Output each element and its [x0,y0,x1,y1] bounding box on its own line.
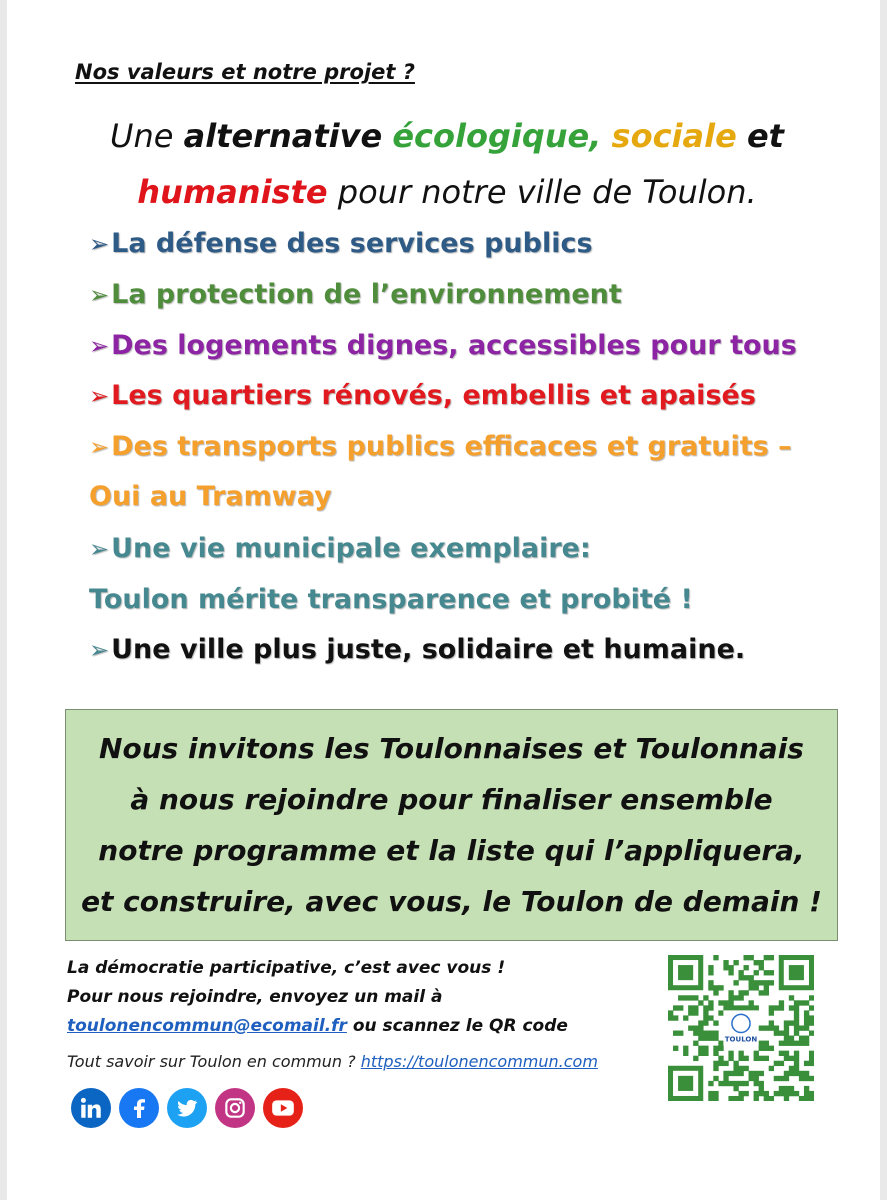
website-link[interactable]: https://toulonencommun.com [360,1052,598,1071]
qr-code [668,955,814,1101]
list-item-logements [89,330,797,361]
callout-line: et construire, avec vous, le Toulon de demain ! [81,885,822,918]
intro-space [601,117,611,155]
arrow-bullet-icon: ➢ [89,636,110,664]
footer-contact [67,1016,568,1036]
intro-alternative: alternative [183,117,383,155]
footer-participative: La démocratie participative, c’est avec vous ! [67,958,506,978]
linkedin-icon[interactable] [71,1088,111,1128]
list-item-transports [89,431,792,462]
intro-statement [67,108,827,220]
intro-sociale: sociale [611,117,737,155]
arrow-bullet-icon: ➢ [89,535,110,563]
facebook-icon[interactable] [119,1088,159,1128]
callout-line: Nous invitons les Toulonnaises et Toulonnais [99,732,804,765]
intro-space [382,117,392,155]
footer-qr-hint: ou scannez le QR code [346,1016,568,1036]
arrow-bullet-icon: ➢ [89,230,110,258]
qr-logo-text: TOULON [724,1035,758,1044]
arrow-bullet-icon: ➢ [89,281,110,309]
flyer-page [7,0,880,1200]
list-item-quartiers [89,380,756,411]
footer-join: Pour nous rejoindre, envoyez un mail à [67,987,443,1007]
section-heading: Nos valeurs et notre projet ? [75,60,415,84]
intro-space [737,117,747,155]
youtube-icon[interactable] [263,1088,303,1128]
list-item-vie-municipale [89,533,591,564]
list-item-label: Les quartiers rénovés, embellis et apaisés [111,380,756,411]
intro-ecologique: écologique, [392,117,602,155]
social-icons [71,1088,303,1128]
list-item-services-publics [89,228,593,259]
list-item-label: Une vie municipale exemplaire: [111,533,591,564]
list-item-label: Des transports publics efficaces et gratuits – [111,431,792,462]
intro-humaniste: humaniste [137,173,328,211]
arrow-bullet-icon: ➢ [89,332,110,360]
footer-website [67,1052,598,1071]
list-item-label: Une ville plus juste, solidaire et humaine. [111,634,746,665]
intro-rest: pour notre ville de Toulon. [327,173,757,211]
list-item-ville-juste [89,634,745,665]
qr-code-graphic [668,955,814,1101]
intro-text: Une [110,117,184,155]
list-item-label: La protection de l’environnement [111,279,622,310]
footer-website-label: Tout savoir sur Toulon en commun ? [67,1052,361,1071]
instagram-icon[interactable] [215,1088,255,1128]
arrow-bullet-icon: ➢ [89,433,110,461]
list-item-label: La défense des services publics [111,228,593,259]
arrow-bullet-icon: ➢ [89,382,110,410]
list-item-label: Des logements dignes, accessibles pour tous [111,330,797,361]
list-item-environnement [89,279,622,310]
list-item-transports-continuation: Oui au Tramway [89,481,332,512]
twitter-icon[interactable] [167,1088,207,1128]
email-link[interactable]: toulonencommun@ecomail.fr [67,1016,347,1036]
list-item-vie-municipale-continuation: Toulon mérite transparence et probité ! [89,584,693,615]
callout-line: à nous rejoindre pour finaliser ensemble [130,783,773,816]
callout-line: notre programme et la liste qui l’appliquera, [98,834,805,867]
intro-et: et [746,117,784,155]
invitation-callout [65,709,838,941]
